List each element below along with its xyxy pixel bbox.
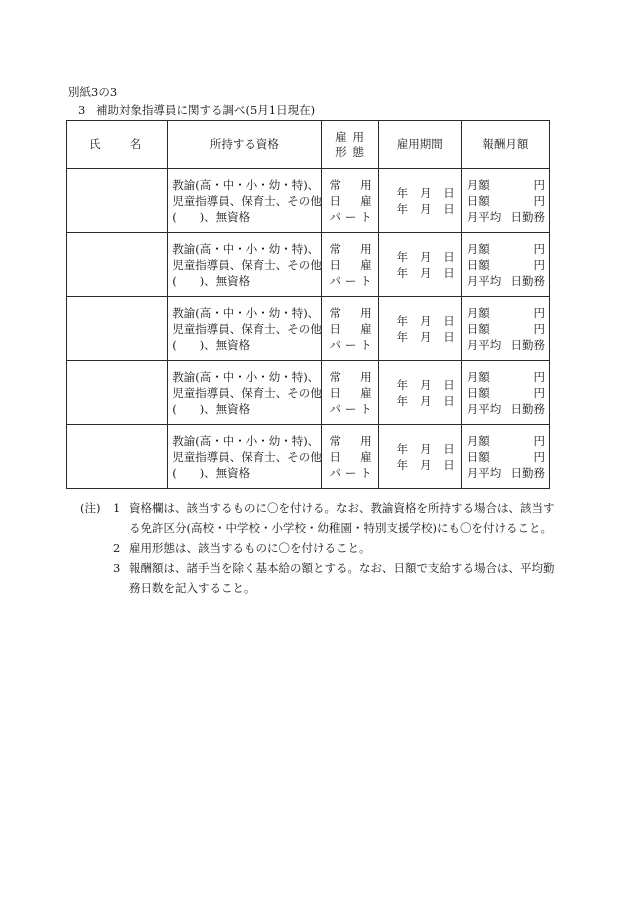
employment-option-char: ー bbox=[344, 273, 357, 288]
header-name bbox=[67, 121, 168, 169]
pay-label: 円 bbox=[533, 369, 545, 384]
name-field[interactable] bbox=[67, 361, 168, 425]
employment-period-cell[interactable] bbox=[378, 169, 461, 233]
qualification-cell[interactable] bbox=[168, 361, 321, 425]
pay-label: 月額 bbox=[466, 433, 490, 448]
date-unit-label: 月 bbox=[419, 377, 432, 392]
survey-table bbox=[66, 120, 550, 489]
employment-option-char: 常 bbox=[329, 177, 342, 192]
qualification-option-line-1: 教諭(高・中・小・幼・特)、 bbox=[172, 305, 320, 320]
pay-label: 日勤務 bbox=[510, 337, 545, 352]
date-unit-label: 日 bbox=[443, 313, 455, 328]
note-number: 1 bbox=[113, 501, 121, 515]
table-row bbox=[67, 297, 550, 361]
date-unit-label: 年 bbox=[396, 457, 409, 472]
date-unit-label: 月 bbox=[419, 265, 432, 280]
header-qualification: 所持する資格 bbox=[168, 121, 321, 169]
pay-label: 月額 bbox=[466, 177, 490, 192]
note-number: 3 bbox=[113, 561, 121, 575]
header-employment-line2: 形態 bbox=[335, 144, 371, 159]
employment-option bbox=[322, 369, 378, 385]
note-item-2 bbox=[80, 538, 570, 558]
date-unit-label: 日 bbox=[443, 329, 455, 344]
notes-section bbox=[80, 498, 570, 598]
employment-option bbox=[322, 177, 378, 193]
employment-option-char: ト bbox=[360, 209, 372, 224]
table-row bbox=[67, 425, 550, 489]
name-field[interactable] bbox=[67, 297, 168, 361]
employment-option-char: パ bbox=[329, 273, 342, 288]
employment-period-cell[interactable] bbox=[378, 425, 461, 489]
date-line bbox=[379, 441, 461, 457]
employment-option bbox=[322, 241, 378, 257]
pay-label: 円 bbox=[533, 241, 545, 256]
date-unit-label: 年 bbox=[396, 313, 409, 328]
date-line bbox=[379, 313, 461, 329]
date-line bbox=[379, 457, 461, 473]
employment-option-char: ー bbox=[344, 209, 357, 224]
date-unit-label: 年 bbox=[396, 377, 409, 392]
employment-period-cell[interactable] bbox=[378, 233, 461, 297]
table-header-row bbox=[67, 121, 550, 169]
date-unit-label: 年 bbox=[396, 201, 409, 216]
qualification-option-line-3: ( )、無資格 bbox=[172, 337, 251, 352]
pay-label: 月額 bbox=[466, 241, 490, 256]
qualification-cell[interactable] bbox=[168, 169, 321, 233]
date-unit-label: 年 bbox=[396, 185, 409, 200]
pay-label: 月額 bbox=[466, 369, 490, 384]
qualification-option-line-1: 教諭(高・中・小・幼・特)、 bbox=[172, 369, 320, 384]
pay-label: 月平均 bbox=[466, 273, 502, 288]
pay-label: 円 bbox=[533, 385, 545, 400]
employment-option-char: 常 bbox=[329, 433, 342, 448]
pay-line bbox=[462, 177, 549, 193]
date-unit-label: 月 bbox=[419, 457, 432, 472]
date-unit-label: 日 bbox=[443, 249, 455, 264]
employment-option-char: 雇 bbox=[360, 257, 372, 272]
employment-option bbox=[322, 465, 378, 481]
date-unit-label: 年 bbox=[396, 393, 409, 408]
qualification-option-line-1: 教諭(高・中・小・幼・特)、 bbox=[172, 177, 320, 192]
employment-option-char: パ bbox=[329, 401, 342, 416]
employment-type-cell[interactable] bbox=[321, 233, 378, 297]
employment-option-char: 常 bbox=[329, 369, 342, 384]
employment-option-char: 日 bbox=[329, 193, 342, 208]
date-unit-label: 月 bbox=[419, 313, 432, 328]
date-unit-label: 日 bbox=[443, 265, 455, 280]
employment-option bbox=[322, 257, 378, 273]
qualification-option-line-2: 児童指導員、保育士、その他 bbox=[172, 193, 322, 208]
employment-option-char: 雇 bbox=[360, 321, 372, 336]
name-field[interactable] bbox=[67, 233, 168, 297]
employment-option bbox=[322, 273, 378, 289]
date-unit-label: 日 bbox=[443, 457, 455, 472]
section-title: 補助対象指導員に関する調べ(5月1日現在) bbox=[96, 103, 316, 117]
employment-option-char: 日 bbox=[329, 449, 342, 464]
date-unit-label: 月 bbox=[419, 441, 432, 456]
employment-option-char: 用 bbox=[360, 433, 372, 448]
name-field[interactable] bbox=[67, 169, 168, 233]
employment-option-char: 雇 bbox=[360, 385, 372, 400]
note-number: 2 bbox=[113, 541, 121, 555]
pay-line bbox=[462, 449, 549, 465]
date-unit-label: 月 bbox=[419, 201, 432, 216]
date-unit-label: 年 bbox=[396, 441, 409, 456]
employment-option bbox=[322, 401, 378, 417]
pay-label: 月平均 bbox=[466, 401, 502, 416]
note-text-continued: る免許区分(高校・中学校・小学校・幼稚園・特別支援学校)にも〇を付けること。 bbox=[129, 521, 552, 535]
pay-label: 円 bbox=[533, 449, 545, 464]
pay-label: 円 bbox=[533, 257, 545, 272]
pay-line bbox=[462, 385, 549, 401]
pay-label: 円 bbox=[533, 177, 545, 192]
qualification-cell[interactable] bbox=[168, 233, 321, 297]
date-unit-label: 日 bbox=[443, 201, 455, 216]
pay-label: 日額 bbox=[466, 385, 490, 400]
name-field[interactable] bbox=[67, 425, 168, 489]
date-unit-label: 日 bbox=[443, 393, 455, 408]
pay-label: 月額 bbox=[466, 305, 490, 320]
pay-label: 月平均 bbox=[466, 209, 502, 224]
pay-line bbox=[462, 305, 549, 321]
employment-period-cell[interactable] bbox=[378, 297, 461, 361]
pay-line bbox=[462, 401, 549, 417]
monthly-pay-cell[interactable] bbox=[461, 169, 549, 233]
date-unit-label: 月 bbox=[419, 249, 432, 264]
employment-period-cell[interactable] bbox=[378, 361, 461, 425]
employment-option-char: ト bbox=[360, 273, 372, 288]
pay-label: 月平均 bbox=[466, 465, 502, 480]
date-line bbox=[379, 185, 461, 201]
pay-line bbox=[462, 321, 549, 337]
qualification-option-line-3: ( )、無資格 bbox=[172, 465, 251, 480]
employment-option bbox=[322, 193, 378, 209]
date-unit-label: 日 bbox=[443, 377, 455, 392]
qualification-option-line-3: ( )、無資格 bbox=[172, 273, 251, 288]
note-text-continued: 務日数を記入すること。 bbox=[129, 581, 256, 595]
qualification-option-line-2: 児童指導員、保育士、その他 bbox=[172, 321, 322, 336]
date-line bbox=[379, 265, 461, 281]
pay-label: 円 bbox=[533, 193, 545, 208]
notes-prefix: (注) bbox=[80, 501, 101, 515]
date-line bbox=[379, 377, 461, 393]
date-unit-label: 年 bbox=[396, 329, 409, 344]
pay-line bbox=[462, 433, 549, 449]
qualification-option-line-3: ( )、無資格 bbox=[172, 209, 251, 224]
header-employment-type bbox=[321, 121, 378, 169]
pay-label: 日額 bbox=[466, 449, 490, 464]
pay-label: 日勤務 bbox=[510, 401, 545, 416]
pay-label: 円 bbox=[533, 433, 545, 448]
table-row bbox=[67, 361, 550, 425]
employment-option-char: パ bbox=[329, 209, 342, 224]
qualification-cell[interactable] bbox=[168, 425, 321, 489]
qualification-option-line-2: 児童指導員、保育士、その他 bbox=[172, 257, 322, 272]
date-unit-label: 年 bbox=[396, 265, 409, 280]
employment-option bbox=[322, 385, 378, 401]
pay-line bbox=[462, 369, 549, 385]
pay-line bbox=[462, 257, 549, 273]
pay-line bbox=[462, 273, 549, 289]
employment-type-cell[interactable] bbox=[321, 169, 378, 233]
employment-option-char: 日 bbox=[329, 321, 342, 336]
employment-option bbox=[322, 337, 378, 353]
monthly-pay-cell[interactable] bbox=[461, 361, 549, 425]
qualification-option-line-1: 教諭(高・中・小・幼・特)、 bbox=[172, 241, 320, 256]
pay-line bbox=[462, 465, 549, 481]
note-text: 資格欄は、該当するものに〇を付ける。なお、教諭資格を所持する場合は、該当す bbox=[129, 501, 555, 515]
employment-option-char: ー bbox=[344, 401, 357, 416]
employment-option bbox=[322, 449, 378, 465]
page-reference: 別紙3の3 bbox=[68, 85, 118, 99]
date-line bbox=[379, 329, 461, 345]
employment-option-char: 常 bbox=[329, 241, 342, 256]
employment-option-char: 雇 bbox=[360, 449, 372, 464]
header-name-first-char: 氏 bbox=[89, 137, 101, 151]
qualification-cell[interactable] bbox=[168, 297, 321, 361]
date-unit-label: 日 bbox=[443, 185, 455, 200]
monthly-pay-cell[interactable] bbox=[461, 297, 549, 361]
employment-option-char: ト bbox=[360, 401, 372, 416]
employment-option-char: パ bbox=[329, 337, 342, 352]
employment-type-cell[interactable] bbox=[321, 361, 378, 425]
pay-line bbox=[462, 337, 549, 353]
table-row bbox=[67, 233, 550, 297]
employment-option bbox=[322, 321, 378, 337]
header-monthly-pay: 報酬月額 bbox=[461, 121, 549, 169]
monthly-pay-cell[interactable] bbox=[461, 233, 549, 297]
header-employment-line1: 雇用 bbox=[335, 129, 371, 144]
employment-option-char: 用 bbox=[360, 369, 372, 384]
employment-type-cell[interactable] bbox=[321, 297, 378, 361]
pay-label: 日勤務 bbox=[510, 209, 545, 224]
monthly-pay-cell[interactable] bbox=[461, 425, 549, 489]
pay-line bbox=[462, 209, 549, 225]
date-unit-label: 月 bbox=[419, 329, 432, 344]
pay-label: 円 bbox=[533, 321, 545, 336]
employment-option-char: パ bbox=[329, 465, 342, 480]
section-number: 3 bbox=[78, 103, 86, 117]
employment-option-char: ト bbox=[360, 465, 372, 480]
employment-type-cell[interactable] bbox=[321, 425, 378, 489]
header-name-second-char: 名 bbox=[129, 137, 142, 151]
date-unit-label: 年 bbox=[396, 249, 409, 264]
pay-line bbox=[462, 193, 549, 209]
employment-option bbox=[322, 305, 378, 321]
pay-label: 円 bbox=[533, 305, 545, 320]
employment-option-char: 用 bbox=[360, 177, 372, 192]
employment-option bbox=[322, 433, 378, 449]
note-item-3 bbox=[80, 558, 570, 578]
note-item-1 bbox=[80, 498, 570, 518]
employment-option-char: 雇 bbox=[360, 193, 372, 208]
header-employment-period: 雇用期間 bbox=[378, 121, 461, 169]
employment-option bbox=[322, 209, 378, 225]
employment-option-char: 日 bbox=[329, 385, 342, 400]
pay-label: 日勤務 bbox=[510, 273, 545, 288]
date-unit-label: 日 bbox=[443, 441, 455, 456]
pay-label: 日額 bbox=[466, 321, 490, 336]
employment-option-char: 用 bbox=[360, 305, 372, 320]
qualification-option-line-1: 教諭(高・中・小・幼・特)、 bbox=[172, 433, 320, 448]
employment-option-char: 常 bbox=[329, 305, 342, 320]
date-unit-label: 月 bbox=[419, 393, 432, 408]
pay-label: 日額 bbox=[466, 257, 490, 272]
date-unit-label: 月 bbox=[419, 185, 432, 200]
date-line bbox=[379, 249, 461, 265]
employment-option-char: 日 bbox=[329, 257, 342, 272]
pay-label: 日勤務 bbox=[510, 465, 545, 480]
qualification-option-line-2: 児童指導員、保育士、その他 bbox=[172, 449, 322, 464]
table-row bbox=[67, 169, 550, 233]
employment-option-char: ー bbox=[344, 337, 357, 352]
pay-label: 月平均 bbox=[466, 337, 502, 352]
date-line bbox=[379, 393, 461, 409]
qualification-option-line-3: ( )、無資格 bbox=[172, 401, 251, 416]
pay-line bbox=[462, 241, 549, 257]
pay-label: 日額 bbox=[466, 193, 490, 208]
employment-option-char: ー bbox=[344, 465, 357, 480]
employment-option-char: ト bbox=[360, 337, 372, 352]
section-heading bbox=[78, 103, 315, 117]
date-line bbox=[379, 201, 461, 217]
qualification-option-line-2: 児童指導員、保育士、その他 bbox=[172, 385, 322, 400]
note-text: 雇用形態は、該当するものに〇を付けること。 bbox=[129, 541, 371, 555]
employment-option-char: 用 bbox=[360, 241, 372, 256]
note-text: 報酬額は、諸手当を除く基本給の額とする。なお、日額で支給する場合は、平均勤 bbox=[129, 561, 555, 575]
